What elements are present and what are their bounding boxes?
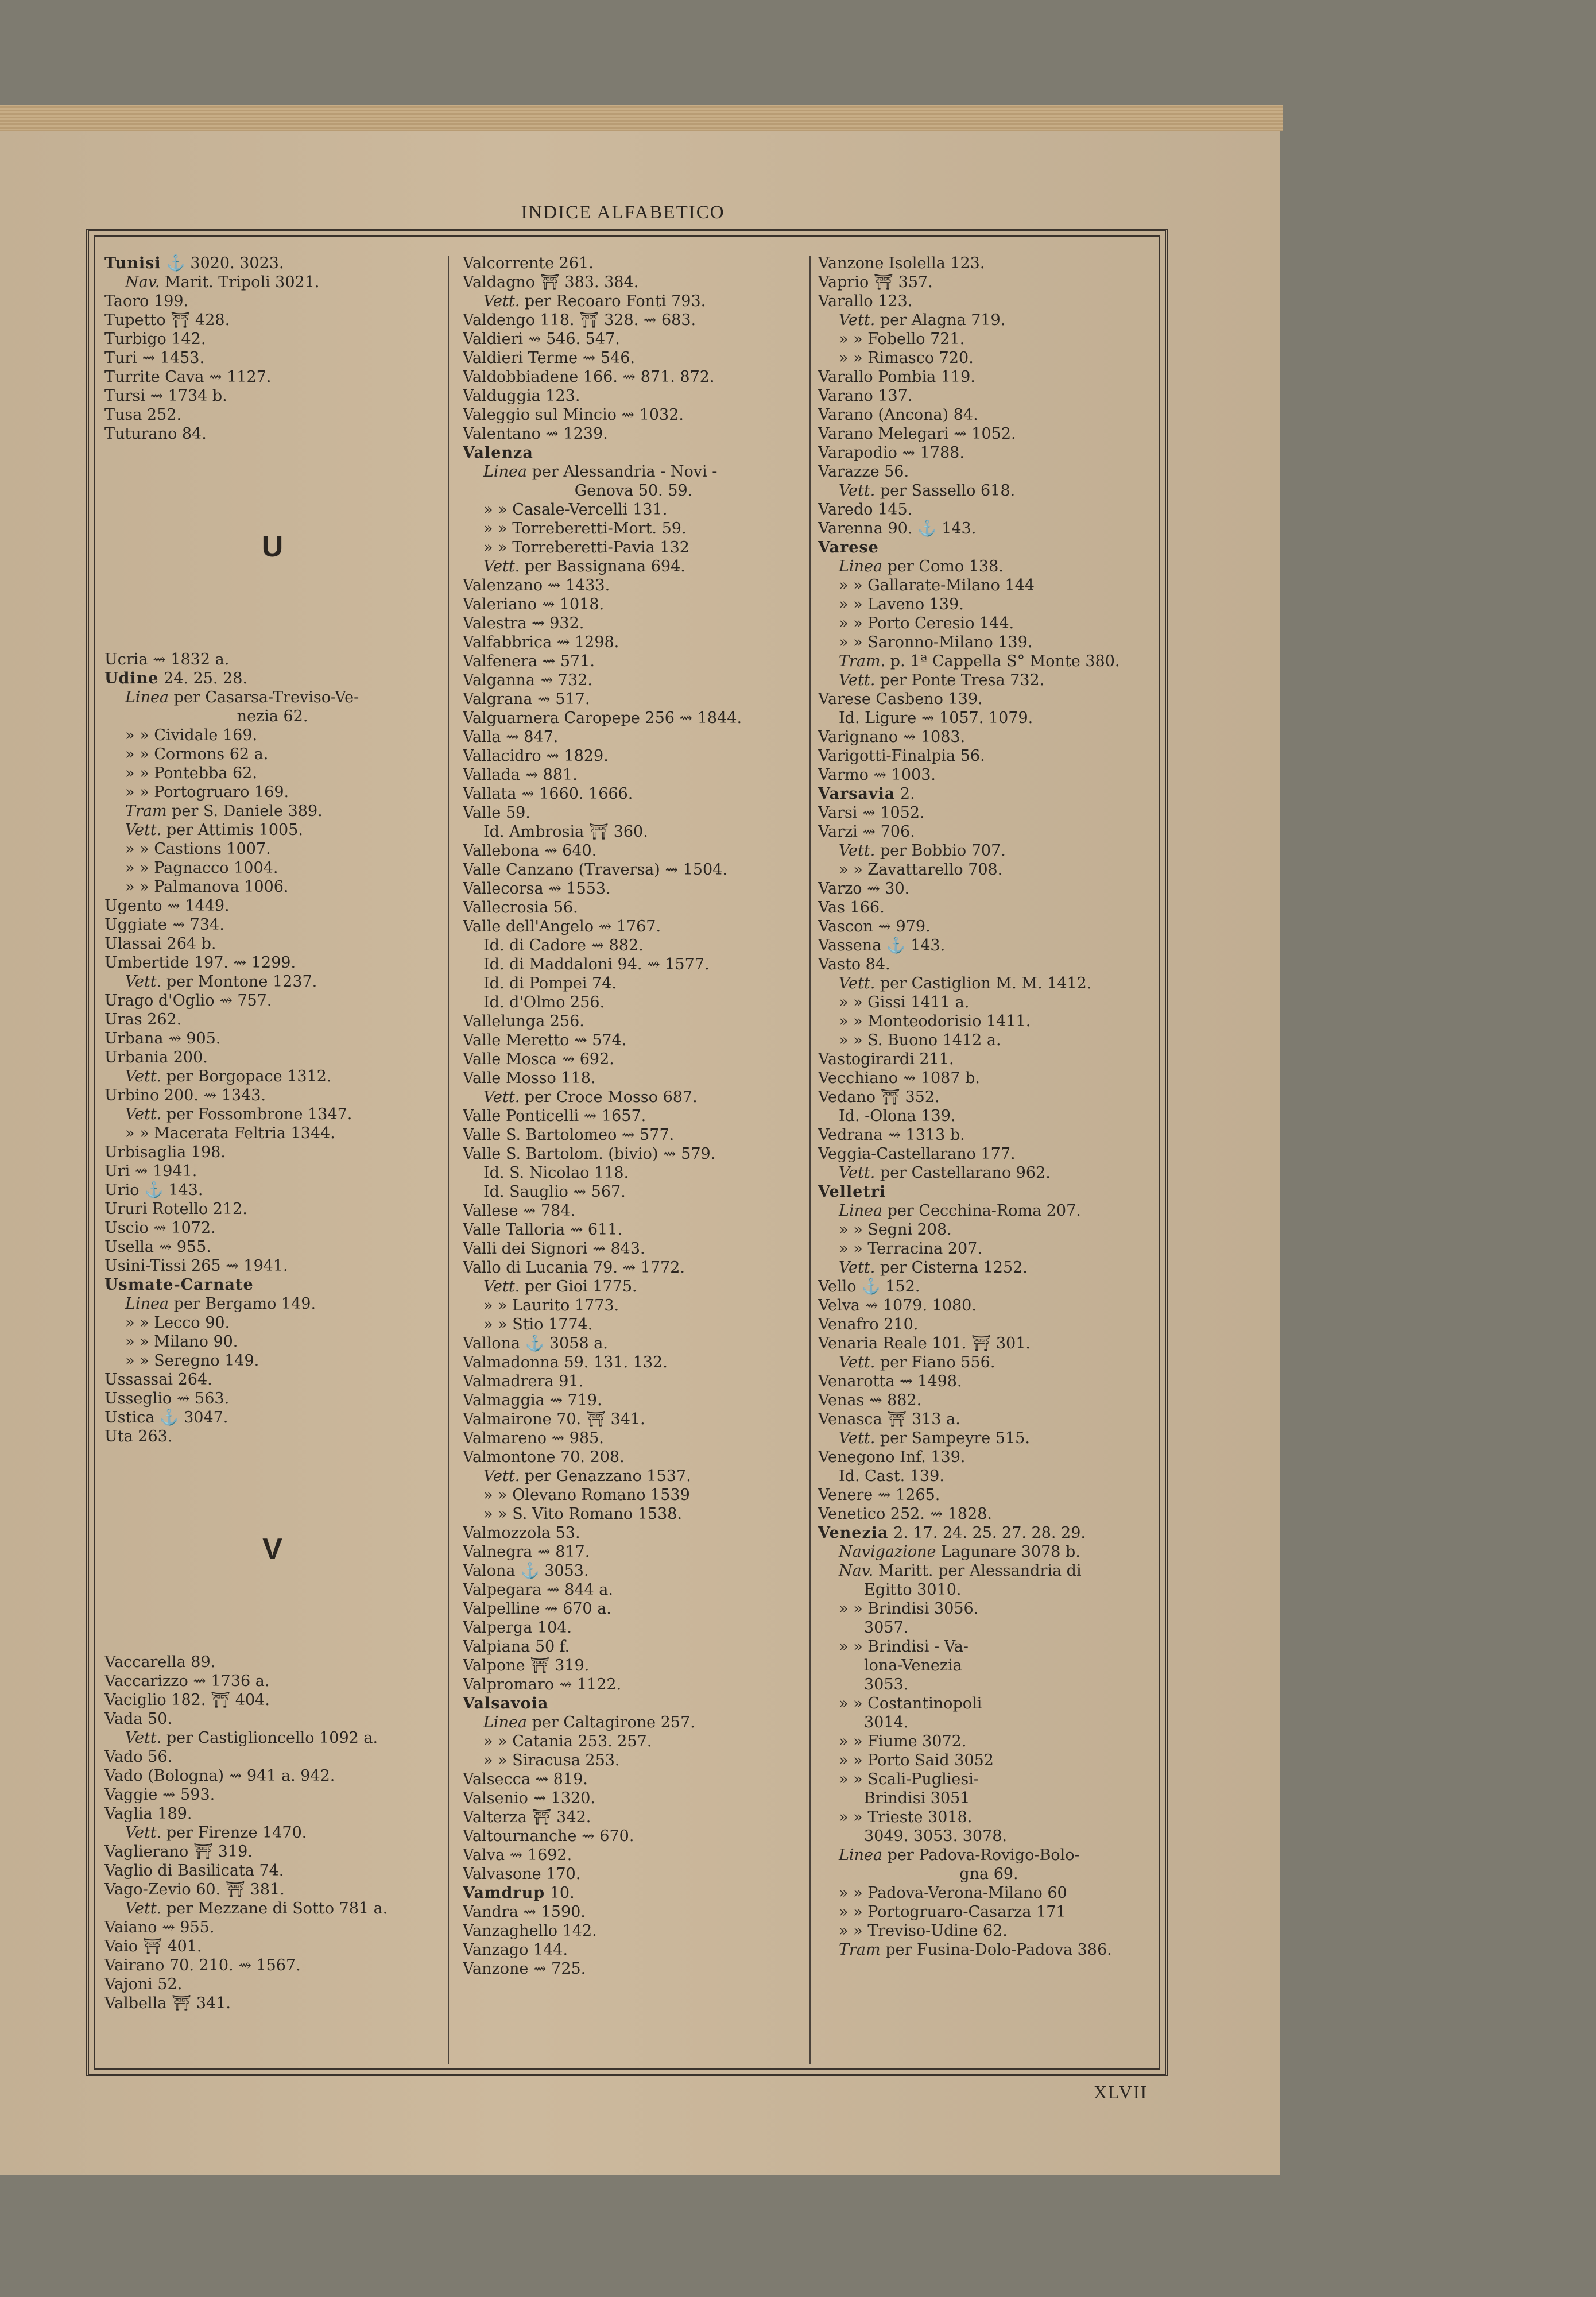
index-entry: Tram per S. Daniele 389. [125, 802, 323, 820]
index-entry: » » Padova-Verona-Milano 60 [839, 1884, 1067, 1902]
index-entry: Valmontone 70. 208. [463, 1448, 625, 1466]
index-entry: Varapodio ⇝ 1788. [818, 444, 964, 462]
index-entry: Vanzone ⇝ 725. [463, 1960, 586, 1978]
index-headword-entry: Udine 24. 25. 28. [104, 670, 248, 687]
index-entry: Tursi ⇝ 1734 b. [104, 387, 227, 405]
index-entry: » » Porto Said 3052 [839, 1751, 994, 1769]
index-entry: Linea per Cecchina-Roma 207. [839, 1202, 1081, 1220]
index-entry: Valduggia 123. [463, 387, 580, 405]
index-entry: Uscio ⇝ 1072. [104, 1219, 216, 1237]
index-entry: 3057. [864, 1619, 909, 1637]
index-entry: Tram per Fusina-Dolo-Padova 386. [839, 1941, 1112, 1959]
index-entry: » » Treviso-Udine 62. [839, 1922, 1008, 1940]
index-entry: Valentano ⇝ 1239. [463, 425, 608, 443]
index-entry: gna 69. [959, 1865, 1018, 1883]
index-entry: Varzi ⇝ 706. [818, 823, 915, 841]
index-entry: Tuturano 84. [104, 425, 207, 443]
index-entry: Usini-Tissi 265 ⇝ 1941. [104, 1257, 288, 1275]
index-entry: Brindisi 3051 [864, 1789, 970, 1807]
index-entry: Urbino 200. ⇝ 1343. [104, 1086, 266, 1104]
index-entry: Ucria ⇝ 1832 a. [104, 651, 230, 668]
index-entry: Valva ⇝ 1692. [463, 1846, 572, 1864]
index-entry: 3049. 3053. 3078. [864, 1827, 1008, 1845]
index-entry: Vallecrosia 56. [463, 899, 578, 917]
index-entry: Vett. per Montone 1237. [125, 973, 317, 991]
index-entry: Id. Ligure ⇝ 1057. 1079. [839, 709, 1033, 727]
index-entry: Valestra ⇝ 932. [463, 614, 584, 632]
index-entry: Valvasone 170. [463, 1865, 581, 1883]
index-entry: lona-Venezia [864, 1657, 962, 1675]
index-entry: Valle Ponticelli ⇝ 1657. [463, 1107, 646, 1125]
index-entry: » » Siracusa 253. [483, 1751, 620, 1769]
index-entry: » » Casale-Vercelli 131. [483, 501, 668, 519]
index-entry: Tram. p. 1ª Cappella S° Monte 380. [839, 652, 1120, 670]
index-entry: Varzo ⇝ 30. [818, 880, 910, 898]
index-entry: Valmozzola 53. [463, 1524, 580, 1542]
index-entry: Valmairone 70. ⛩ 341. [463, 1410, 645, 1428]
section-letter-v: V [262, 1533, 282, 1566]
index-column-3 [818, 254, 1160, 1959]
index-entry: Vett. per Alagna 719. [839, 311, 1006, 329]
index-entry: » » Brindisi - Va- [839, 1638, 969, 1656]
index-entry: Vett. per Sassello 618. [839, 482, 1016, 500]
index-entry: Uta 263. [104, 1428, 173, 1445]
index-entry: Valpiana 50 f. [463, 1638, 570, 1656]
index-entry: Valli dei Signori ⇝ 843. [463, 1240, 645, 1258]
index-entry: Vecchiano ⇝ 1087 b. [818, 1069, 980, 1087]
index-entry: Vett. per Mezzane di Sotto 781 a. [125, 1900, 388, 1917]
index-headword-entry: Venezia 2. 17. 24. 25. 27. 28. 29. [818, 1524, 1086, 1542]
index-entry: Varignano ⇝ 1083. [818, 728, 966, 746]
index-entry: Venasca ⛩ 313 a. [818, 1410, 960, 1428]
index-entry: Ururi Rotello 212. [104, 1200, 247, 1218]
index-headword-entry: Varsavia 2. [818, 785, 915, 803]
index-entry: Veggia-Castellarano 177. [818, 1145, 1016, 1163]
index-entry: Valle Mosso 118. [463, 1069, 596, 1087]
index-entry: Vett. per Cisterna 1252. [839, 1259, 1028, 1277]
index-entry: Nav. Maritt. per Alessandria di [839, 1562, 1082, 1580]
index-entry: Valle Talloria ⇝ 611. [463, 1221, 623, 1239]
index-entry: Valdieri Terme ⇝ 546. [463, 349, 636, 367]
index-entry: Urbisaglia 198. [104, 1143, 226, 1161]
index-entry: Valle 59. [463, 804, 530, 822]
index-entry: Vett. per Fossombrone 1347. [125, 1105, 352, 1123]
index-entry: Linea per Casarsa-Treviso-Ve- [125, 689, 359, 706]
index-entry: » » Fiume 3072. [839, 1733, 967, 1750]
index-headword-entry: Velletri [818, 1183, 886, 1201]
index-entry: Ustica ⚓ 3047. [104, 1409, 228, 1426]
index-entry: Vajoni 52. [104, 1975, 183, 1993]
index-entry: Valtournanche ⇝ 670. [463, 1827, 634, 1845]
index-entry: Valguarnera Caropepe 256 ⇝ 1844. [463, 709, 742, 727]
index-entry: Venere ⇝ 1265. [818, 1486, 940, 1504]
index-entry: » » Pagnacco 1004. [125, 859, 278, 877]
index-entry: Vett. per Castiglion M. M. 1412. [839, 975, 1092, 992]
index-entry: Varallo Pombia 119. [818, 368, 975, 386]
index-entry: nezia 62. [237, 707, 308, 725]
column-rule-1 [448, 256, 449, 2064]
index-headword-entry: Varese [818, 539, 879, 556]
index-entry: » » Macerata Feltria 1344. [125, 1124, 335, 1142]
index-entry: Venaria Reale 101. ⛩ 301. [818, 1335, 1031, 1352]
index-entry: Varallo 123. [818, 292, 913, 310]
index-entry: Vett. per Castellarano 962. [839, 1164, 1051, 1182]
index-entry: Id. di Cadore ⇝ 882. [483, 937, 644, 954]
index-entry: Valdagno ⛩ 383. 384. [463, 273, 639, 291]
index-entry: Valdieri ⇝ 546. 547. [463, 330, 620, 348]
index-entry: Valfenera ⇝ 571. [463, 652, 595, 670]
index-entry: Uggiate ⇝ 734. [104, 916, 224, 934]
index-entry: Valeriano ⇝ 1018. [463, 595, 605, 613]
index-headword-entry: Tunisi ⚓ 3020. 3023. [104, 254, 284, 272]
index-entry: Valsecca ⇝ 819. [463, 1770, 588, 1788]
index-entry: Varano 137. [818, 387, 913, 405]
index-entry: Vaio ⛩ 401. [104, 1938, 202, 1955]
index-entry: Vallese ⇝ 784. [463, 1202, 576, 1220]
index-entry: Varano Melegari ⇝ 1052. [818, 425, 1016, 443]
index-entry: Valpegara ⇝ 844 a. [463, 1581, 613, 1599]
index-entry: Valenzano ⇝ 1433. [463, 577, 610, 594]
index-entry: Valfabbrica ⇝ 1298. [463, 633, 619, 651]
index-entry: Urio ⚓ 143. [104, 1181, 203, 1199]
index-entry: Valeggio sul Mincio ⇝ 1032. [463, 406, 684, 424]
index-entry: Valganna ⇝ 732. [463, 671, 592, 689]
index-entry: Velva ⇝ 1079. 1080. [818, 1297, 977, 1314]
index-entry: Valle Canzano (Traversa) ⇝ 1504. [463, 861, 727, 879]
index-entry: » » Terracina 207. [839, 1240, 982, 1258]
page-edge [0, 105, 1283, 131]
index-entry: 3014. [864, 1714, 909, 1731]
index-entry: Linea per Caltagirone 257. [483, 1714, 695, 1731]
index-entry: » » Scali-Pugliesi- [839, 1770, 979, 1788]
index-entry: Id. Cast. 139. [839, 1467, 944, 1485]
index-entry: » » Fobello 721. [839, 330, 965, 348]
index-entry: Vada 50. [104, 1710, 173, 1728]
index-entry: Vastogirardi 211. [818, 1050, 954, 1068]
index-entry: Vedrana ⇝ 1313 b. [818, 1126, 965, 1144]
index-entry: Linea per Padova-Rovigo-Bolo- [839, 1846, 1080, 1864]
index-entry: Nav. Marit. Tripoli 3021. [125, 273, 320, 291]
index-column-1 [104, 254, 440, 2013]
index-entry: Linea per Como 138. [839, 558, 1004, 575]
index-entry: » » Portogruaro 169. [125, 783, 289, 801]
index-entry: » » Gissi 1411 a. [839, 993, 970, 1011]
index-entry: Vett. per Castiglioncello 1092 a. [125, 1729, 378, 1747]
index-entry: Valdengo 118. ⛩ 328. ⇝ 683. [463, 311, 696, 329]
index-entry: Valle Meretto ⇝ 574. [463, 1031, 627, 1049]
index-entry: Id. Ambrosia ⛩ 360. [483, 823, 648, 841]
index-entry: Vett. per Croce Mosso 687. [483, 1088, 698, 1106]
index-entry: » » Cormons 62 a. [125, 745, 269, 763]
index-entry: Ulassai 264 b. [104, 935, 216, 953]
index-entry: Vett. per Fiano 556. [839, 1354, 995, 1371]
index-entry: Vedano ⛩ 352. [818, 1088, 940, 1106]
index-entry: Turbigo 142. [104, 330, 206, 348]
index-entry: Vallona ⚓ 3058 a. [463, 1335, 608, 1352]
index-entry: Valpromaro ⇝ 1122. [463, 1676, 622, 1693]
index-entry: Linea per Bergamo 149. [125, 1295, 316, 1313]
index-entry: Varano (Ancona) 84. [818, 406, 978, 424]
index-entry: Navigazione Lagunare 3078 b. [839, 1543, 1080, 1561]
index-entry: Vaglia 189. [104, 1805, 192, 1823]
index-entry: Vett. per Bobbio 707. [839, 842, 1006, 860]
index-entry: » » Brindisi 3056. [839, 1600, 979, 1618]
index-entry: Venetico 252. ⇝ 1828. [818, 1505, 993, 1523]
index-entry: Id. di Pompei 74. [483, 975, 617, 992]
index-entry: Varedo 145. [818, 501, 913, 519]
index-entry: Vaglierano ⛩ 319. [104, 1843, 253, 1861]
index-entry: Vaiano ⇝ 955. [104, 1919, 215, 1936]
index-entry: » » Seregno 149. [125, 1352, 259, 1370]
index-entry: Venas ⇝ 882. [818, 1391, 922, 1409]
index-entry: Varese Casbeno 139. [818, 690, 983, 708]
index-entry: Vallebona ⇝ 640. [463, 842, 597, 860]
index-column-2 [463, 254, 804, 1978]
index-entry: Valdobbiadene 166. ⇝ 871. 872. [463, 368, 715, 386]
index-entry: Varenna 90. ⚓ 143. [818, 520, 977, 537]
index-entry: Usella ⇝ 955. [104, 1238, 211, 1256]
index-entry: Ussassai 264. [104, 1371, 212, 1389]
index-entry: Vaccarella 89. [104, 1653, 216, 1671]
index-entry: Valpone ⛩ 319. [463, 1657, 590, 1675]
index-entry: Id. S. Nicolao 118. [483, 1164, 629, 1182]
section-letter-u: U [261, 530, 284, 563]
index-entry: Urbana ⇝ 905. [104, 1030, 221, 1047]
index-entry: Valona ⚓ 3053. [463, 1562, 589, 1580]
index-entry: Linea per Alessandria - Novi - [483, 463, 718, 481]
index-entry: Vascon ⇝ 979. [818, 918, 931, 935]
page-number: XLVII [1094, 2082, 1148, 2102]
index-entry: Id. Sauglio ⇝ 567. [483, 1183, 626, 1201]
index-entry: Vallada ⇝ 881. [463, 766, 578, 784]
index-entry: Vett. per Sampeyre 515. [839, 1429, 1030, 1447]
index-entry: Valperga 104. [463, 1619, 572, 1637]
index-entry: Tupetto ⛩ 428. [104, 311, 230, 329]
index-entry: Valmaggia ⇝ 719. [463, 1391, 602, 1409]
index-entry: » » Olevano Romano 1539 [483, 1486, 690, 1504]
index-entry: Vallo di Lucania 79. ⇝ 1772. [463, 1259, 685, 1277]
index-entry: Valmadrera 91. [463, 1372, 584, 1390]
index-entry: Vallata ⇝ 1660. 1666. [463, 785, 633, 803]
index-entry: » » Monteodorisio 1411. [839, 1012, 1031, 1030]
index-entry: Turrite Cava ⇝ 1127. [104, 368, 272, 386]
index-headword-entry: Vamdrup 10. [463, 1884, 575, 1902]
index-entry: » » Castions 1007. [125, 840, 271, 858]
index-entry: Valle dell'Angelo ⇝ 1767. [463, 918, 661, 935]
running-head: INDICE ALFABETICO [521, 202, 725, 223]
index-entry: Vairano 70. 210. ⇝ 1567. [104, 1956, 301, 1974]
index-entry: Urago d'Oglio ⇝ 757. [104, 992, 272, 1010]
index-entry: Vaccarizzo ⇝ 1736 a. [104, 1672, 270, 1690]
index-entry: » » Stio 1774. [483, 1316, 593, 1333]
index-entry: Uri ⇝ 1941. [104, 1162, 197, 1180]
index-entry: » » Catania 253. 257. [483, 1733, 652, 1750]
index-entry: Vett. per Borgopace 1312. [125, 1068, 332, 1085]
index-entry: Vaggie ⇝ 593. [104, 1786, 215, 1804]
index-entry: » » Laurito 1773. [483, 1297, 619, 1314]
index-entry: » » Rimasco 720. [839, 349, 974, 367]
index-entry: Vett. per Bassignana 694. [483, 558, 685, 575]
index-entry: Valgrana ⇝ 517. [463, 690, 590, 708]
index-entry: » » Costantinopoli [839, 1695, 982, 1712]
index-entry: Vaprio ⛩ 357. [818, 273, 933, 291]
index-entry: Vanzone Isolella 123. [818, 254, 985, 272]
index-entry: Vasto 84. [818, 956, 890, 973]
index-entry: Umbertide 197. ⇝ 1299. [104, 954, 296, 972]
index-entry: Vas 166. [818, 899, 885, 917]
index-entry: Ugento ⇝ 1449. [104, 897, 230, 915]
index-headword-entry: Valsavoia [463, 1695, 549, 1712]
index-entry: Valmareno ⇝ 985. [463, 1429, 604, 1447]
index-entry: » » Torreberetti-Mort. 59. [483, 520, 687, 537]
index-entry: Valsenio ⇝ 1320. [463, 1789, 595, 1807]
index-entry: » » Pontebba 62. [125, 764, 257, 782]
index-entry: » » Zavattarello 708. [839, 861, 1003, 879]
index-entry: Vassena ⚓ 143. [818, 937, 946, 954]
index-entry: Vaglio di Basilicata 74. [104, 1862, 284, 1880]
index-entry: 3053. [864, 1676, 909, 1693]
index-entry: Id. -Olona 139. [839, 1107, 956, 1125]
index-entry: Vett. per Recoaro Fonti 793. [483, 292, 706, 310]
index-entry: Valterza ⛩ 342. [463, 1808, 591, 1826]
index-entry: Varmo ⇝ 1003. [818, 766, 936, 784]
index-entry: Urbania 200. [104, 1049, 208, 1066]
index-entry: Vado 56. [104, 1748, 173, 1766]
index-entry: Vado (Bologna) ⇝ 941 a. 942. [104, 1767, 335, 1785]
index-entry: Vallecorsa ⇝ 1553. [463, 880, 611, 898]
index-entry: » » Cividale 169. [125, 726, 258, 744]
index-entry: Valle Mosca ⇝ 692. [463, 1050, 614, 1068]
index-entry: Genova 50. 59. [574, 482, 693, 500]
index-entry: » » S. Buono 1412 a. [839, 1031, 1001, 1049]
index-headword-entry: Valenza [463, 444, 533, 462]
index-entry: Valla ⇝ 847. [463, 728, 559, 746]
index-entry: Valcorrente 261. [463, 254, 594, 272]
index-entry: Varigotti-Finalpia 56. [818, 747, 985, 765]
index-entry: Valpelline ⇝ 670 a. [463, 1600, 611, 1618]
index-entry: » » Laveno 139. [839, 595, 964, 613]
index-entry: Varazze 56. [818, 463, 909, 481]
index-entry: Uras 262. [104, 1011, 182, 1028]
index-entry: Vello ⚓ 152. [818, 1278, 920, 1296]
index-entry: » » Torreberetti-Pavia 132 [483, 539, 689, 556]
index-entry: Id. d'Olmo 256. [483, 993, 605, 1011]
index-entry: » » S. Vito Romano 1538. [483, 1505, 683, 1523]
column-rule-2 [809, 256, 811, 2064]
index-entry: Vandra ⇝ 1590. [463, 1903, 586, 1921]
index-entry: » » Portogruaro-Casarza 171 [839, 1903, 1066, 1921]
index-entry: Venarotta ⇝ 1498. [818, 1372, 962, 1390]
index-entry: Egitto 3010. [864, 1581, 962, 1599]
index-entry: Venegono Inf. 139. [818, 1448, 966, 1466]
index-entry: Vanzaghello 142. [463, 1922, 597, 1940]
index-entry: » » Milano 90. [125, 1333, 238, 1351]
index-entry: Vanzago 144. [463, 1941, 568, 1959]
index-entry: Tusa 252. [104, 406, 182, 424]
index-entry: Id. di Maddaloni 94. ⇝ 1577. [483, 956, 710, 973]
index-entry: Valmadonna 59. 131. 132. [463, 1354, 668, 1371]
index-headword-entry: Usmate-Carnate [104, 1276, 254, 1294]
index-entry: Vaciglio 182. ⛩ 404. [104, 1691, 270, 1709]
index-entry: Taoro 199. [104, 292, 189, 310]
index-entry: Vett. per Ponte Tresa 732. [839, 671, 1045, 689]
index-entry: Valnegra ⇝ 817. [463, 1543, 590, 1561]
index-entry: » » Saronno-Milano 139. [839, 633, 1033, 651]
index-entry: Valle S. Bartolom. (bivio) ⇝ 579. [463, 1145, 716, 1163]
index-entry: » » Lecco 90. [125, 1314, 230, 1332]
index-entry: Vett. per Genazzano 1537. [483, 1467, 691, 1485]
index-entry: Turi ⇝ 1453. [104, 349, 205, 367]
index-entry: Varsi ⇝ 1052. [818, 804, 925, 822]
index-entry: Vett. per Attimis 1005. [125, 821, 303, 839]
index-entry: Usseglio ⇝ 563. [104, 1390, 230, 1407]
index-entry: Valbella ⛩ 341. [104, 1994, 231, 2012]
index-entry: Valle S. Bartolomeo ⇝ 577. [463, 1126, 675, 1144]
index-entry: Vallelunga 256. [463, 1012, 584, 1030]
index-entry: Vago-Zevio 60. ⛩ 381. [104, 1881, 285, 1898]
index-entry: Vett. per Firenze 1470. [125, 1824, 307, 1842]
index-entry: » » Palmanova 1006. [125, 878, 289, 896]
index-entry: Vallacidro ⇝ 1829. [463, 747, 609, 765]
index-entry: » » Porto Ceresio 144. [839, 614, 1014, 632]
index-entry: » » Segni 208. [839, 1221, 952, 1239]
index-entry: » » Trieste 3018. [839, 1808, 973, 1826]
index-entry: Venafro 210. [818, 1316, 919, 1333]
index-entry: Vett. per Gioi 1775. [483, 1278, 637, 1296]
index-entry: » » Gallarate-Milano 144 [839, 577, 1035, 594]
